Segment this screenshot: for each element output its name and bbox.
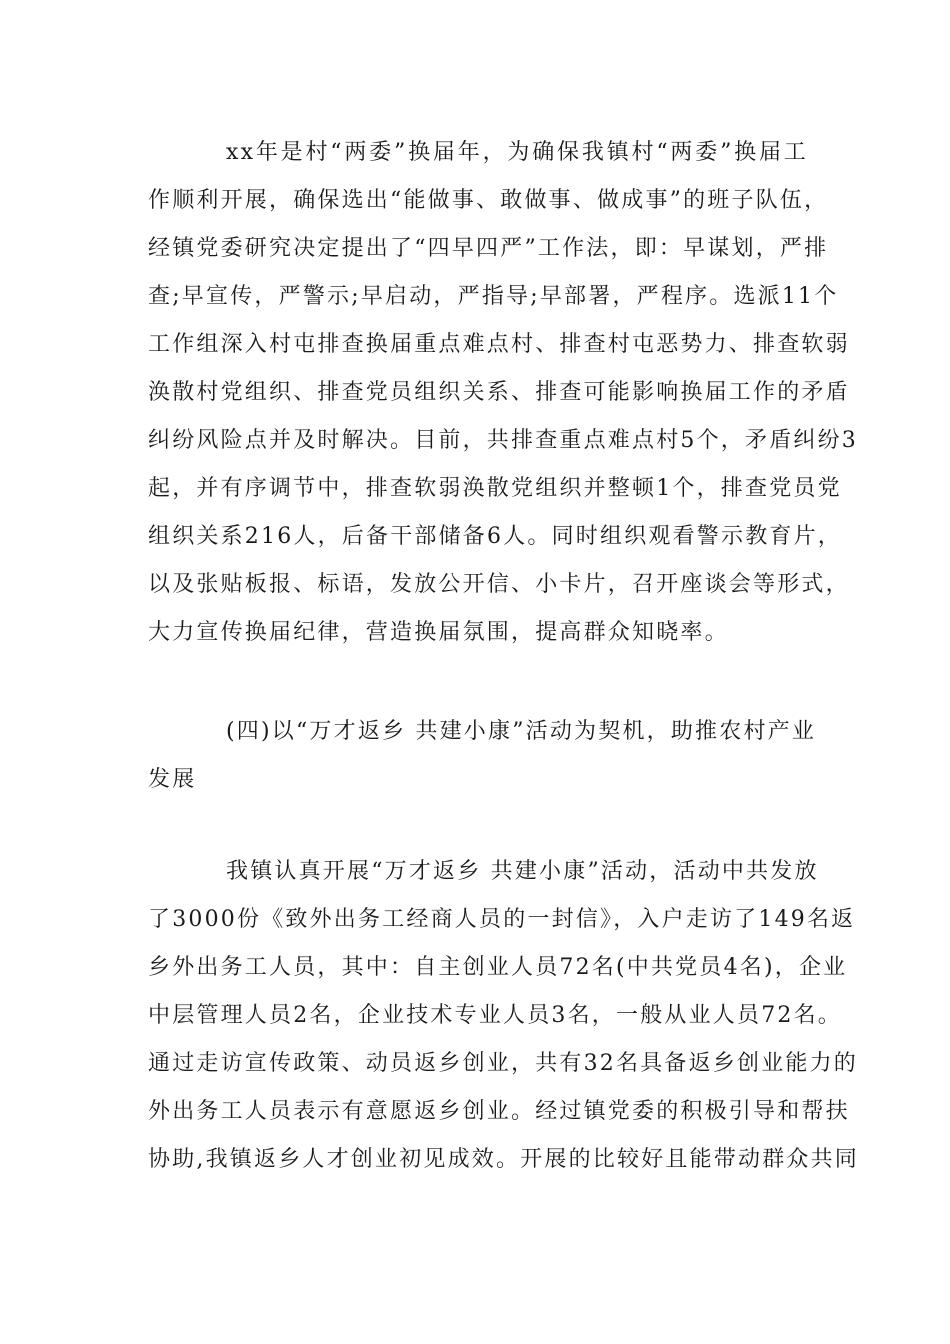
paragraph-1-line-4: 查;早宣传，严警示;早启动，严指导;早部署，严程序。选派11个 bbox=[148, 284, 839, 309]
paragraph-3-line-3: 乡外出务工人员，其中：自主创业人员72名(中共党员4名)，企业 bbox=[148, 955, 848, 980]
paragraph-3-line-2: 了3000份《致外出务工经商人员的一封信》，入户走访了149名返 bbox=[148, 907, 856, 932]
paragraph-3-line-7: 协助,我镇返乡人才创业初见成效。开展的比较好且能带动群众共同 bbox=[148, 1147, 859, 1172]
paragraph-1-line-8: 起，并有序调节中，排查软弱涣散党组织并整顿1个，排查党员党 bbox=[148, 476, 842, 501]
paragraph-3-line-6: 外出务工人员表示有意愿返乡创业。经过镇党委的积极引导和帮扶 bbox=[148, 1099, 850, 1124]
paragraph-1-line-10: 以及张贴板报、标语，发放公开信、小卡片，召开座谈会等形式， bbox=[148, 572, 850, 597]
paragraph-1-line-5: 工作组深入村屯排查换届重点难点村、排查村屯恶势力、排查软弱 bbox=[148, 332, 850, 357]
paragraph-1-line-7: 纠纷风险点并及时解决。目前，共排查重点难点村5个，矛盾纠纷3 bbox=[148, 428, 858, 453]
paragraph-3-line-4: 中层管理人员2名，企业技术专业人员3名，一般从业人员72名。 bbox=[148, 1003, 842, 1028]
paragraph-3-line-5: 通过走访宣传政策、动员返乡创业，共有32名具备返乡创业能力的 bbox=[148, 1051, 858, 1076]
section-heading-line-1: (四)以“万才返乡 共建小康”活动为契机，助推农村产业 bbox=[226, 719, 817, 744]
paragraph-1-line-6: 涣散村党组织、排查党员组织关系、排查可能影响换届工作的矛盾 bbox=[148, 380, 850, 405]
paragraph-1-line-9: 组织关系216人，后备干部储备6人。同时组织观看警示教育片， bbox=[148, 524, 842, 549]
paragraph-1-line-2: 作顺利开展，确保选出“能做事、敢做事、做成事”的班子队伍， bbox=[148, 188, 829, 213]
paragraph-1-line-1: xx年是村“两委”换届年，为确保我镇村“两委”换届工 bbox=[226, 140, 808, 165]
paragraph-3-line-1: 我镇认真开展“万才返乡 共建小康”活动，活动中共发放 bbox=[226, 859, 819, 884]
paragraph-1-line-3: 经镇党委研究决定提出了“四早四严”工作法，即：早谋划，严排 bbox=[148, 236, 829, 261]
paragraph-1-line-11: 大力宣传换届纪律，营造换届氛围，提高群众知晓率。 bbox=[148, 620, 729, 645]
section-heading-line-2: 发展 bbox=[148, 767, 197, 792]
